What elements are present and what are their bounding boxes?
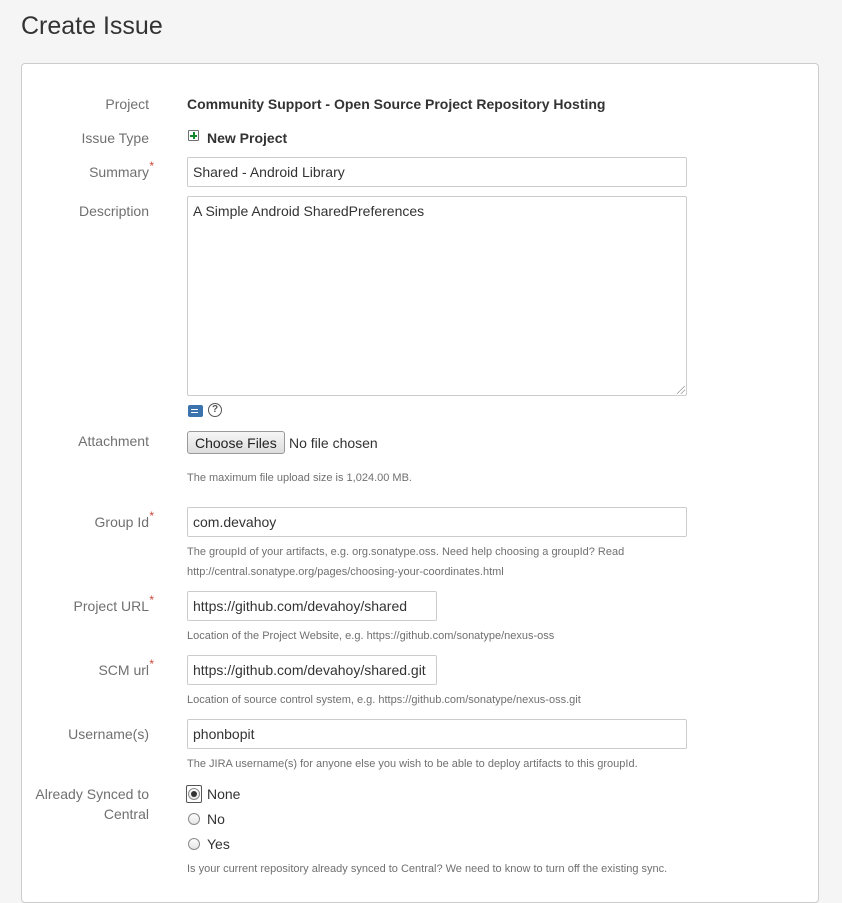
resize-grip-icon[interactable] (677, 386, 685, 394)
group-id-label: Group Id * (94, 509, 154, 530)
radio-yes-label[interactable]: Yes (207, 836, 230, 852)
help-icon[interactable]: ? (208, 403, 222, 417)
attachment-label: Attachment (78, 433, 149, 449)
choose-files-button[interactable]: Choose Files (187, 431, 285, 454)
radio-yes[interactable] (188, 838, 200, 850)
description-textarea[interactable] (187, 196, 687, 396)
group-id-help-link: http://central.sonatype.org/pages/choosing-your-coordinates.html (187, 566, 504, 578)
project-value: Community Support - Open Source Project Repository Hosting (187, 96, 606, 112)
scm-url-input[interactable] (187, 655, 437, 685)
radio-none-label[interactable]: None (207, 786, 241, 802)
issue-type-label: Issue Type (81, 130, 149, 146)
issue-type-value: New Project (207, 130, 288, 146)
required-marker: * (149, 593, 154, 607)
file-status: No file chosen (289, 435, 378, 451)
description-label: Description (78, 203, 149, 219)
summary-input[interactable] (187, 157, 687, 187)
scm-url-label: SCM url * (98, 657, 154, 678)
required-marker: * (149, 159, 154, 173)
text-format-icon[interactable] (188, 405, 203, 417)
already-synced-help: Is your current repository already synced to Central? We need to know to turn off the existing sync. (187, 863, 668, 875)
usernames-help: The JIRA username(s) for anyone else you wish to be able to deploy artifacts to this groupId. (187, 758, 638, 770)
group-id-input[interactable] (187, 507, 687, 537)
already-synced-label-line1: Already Synced to (35, 786, 149, 802)
attachment-help: The maximum file upload size is 1,024.00 MB. (187, 472, 412, 484)
scm-url-help: Location of source control system, e.g. https://github.com/sonatype/nexus-oss.git (187, 694, 581, 706)
usernames-label: Username(s) (68, 726, 149, 742)
project-label: Project (105, 96, 149, 112)
create-issue-form (21, 63, 819, 903)
radio-no-label[interactable]: No (207, 811, 225, 827)
required-marker: * (149, 657, 154, 671)
project-url-help: Location of the Project Website, e.g. https://github.com/sonatype/nexus-oss (187, 630, 555, 642)
page-title: Create Issue (21, 12, 163, 40)
group-id-help: The groupId of your artifacts, e.g. org.sonatype.oss. Need help choosing a groupId? Read (187, 546, 625, 558)
usernames-input[interactable] (187, 719, 687, 749)
project-url-input[interactable] (187, 591, 437, 621)
project-url-label: Project URL * (73, 593, 154, 614)
summary-label: Summary * (89, 159, 154, 180)
already-synced-label-line2: Central (103, 806, 149, 822)
radio-no[interactable] (188, 813, 200, 825)
radio-none[interactable] (188, 788, 200, 800)
new-project-icon (188, 130, 199, 141)
required-marker: * (149, 509, 154, 523)
